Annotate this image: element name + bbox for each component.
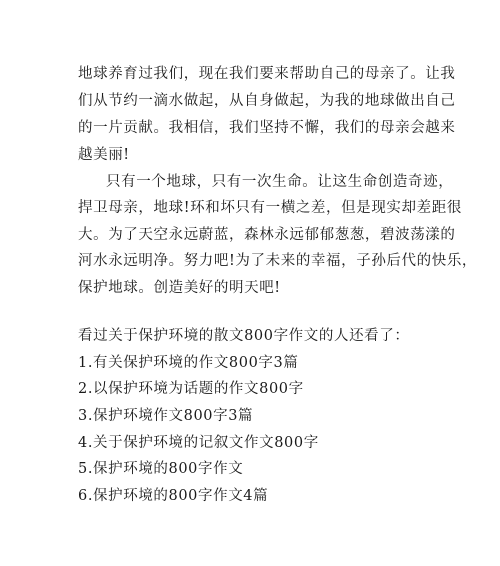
related-article-link[interactable]: 1.有关保护环境的作文800字3篇: [78, 355, 299, 371]
related-article-link[interactable]: 5.保护环境的800字作文: [78, 461, 244, 477]
paragraph-2-line-3: 大。为了天空永远蔚蓝，森林永远郁郁葱葱，碧波荡漾的: [78, 227, 456, 243]
related-article-link[interactable]: 3.保护环境作文800字3篇: [78, 408, 254, 424]
paragraph-1-line-2: 们从节约一滴水做起，从自身做起，为我的地球做出自己: [78, 93, 456, 109]
paragraph-1-line-4: 越美丽!: [78, 147, 130, 163]
related-article-link[interactable]: 2.以保护环境为话题的作文800字: [78, 381, 304, 397]
paragraph-2-line-5: 保护地球。创造美好的明天吧!: [78, 280, 281, 296]
paragraph-2-line-2: 捍卫母亲，地球!环和坏只有一横之差，但是现实却差距很: [78, 200, 462, 216]
paragraph-2-line-1: 只有一个地球，只有一次生命。让这生命创造奇迹，: [106, 174, 454, 190]
paragraph-1-line-3: 的一片贡献。我相信，我们坚持不懈，我们的母亲会越来: [78, 120, 456, 136]
related-article-link[interactable]: 4.关于保护环境的记叙文作文800字: [78, 435, 319, 451]
related-article-link[interactable]: 6.保护环境的800字作文4篇: [78, 488, 269, 504]
paragraph-1-line-1: 地球养育过我们，现在我们要来帮助自己的母亲了。让我: [78, 66, 456, 82]
related-articles-heading: 看过关于保护环境的散文800字作文的人还看了：: [78, 328, 410, 344]
paragraph-2-line-4: 河水永远明净。努力吧!为了未来的幸福，子孙后代的快乐，: [78, 253, 478, 269]
